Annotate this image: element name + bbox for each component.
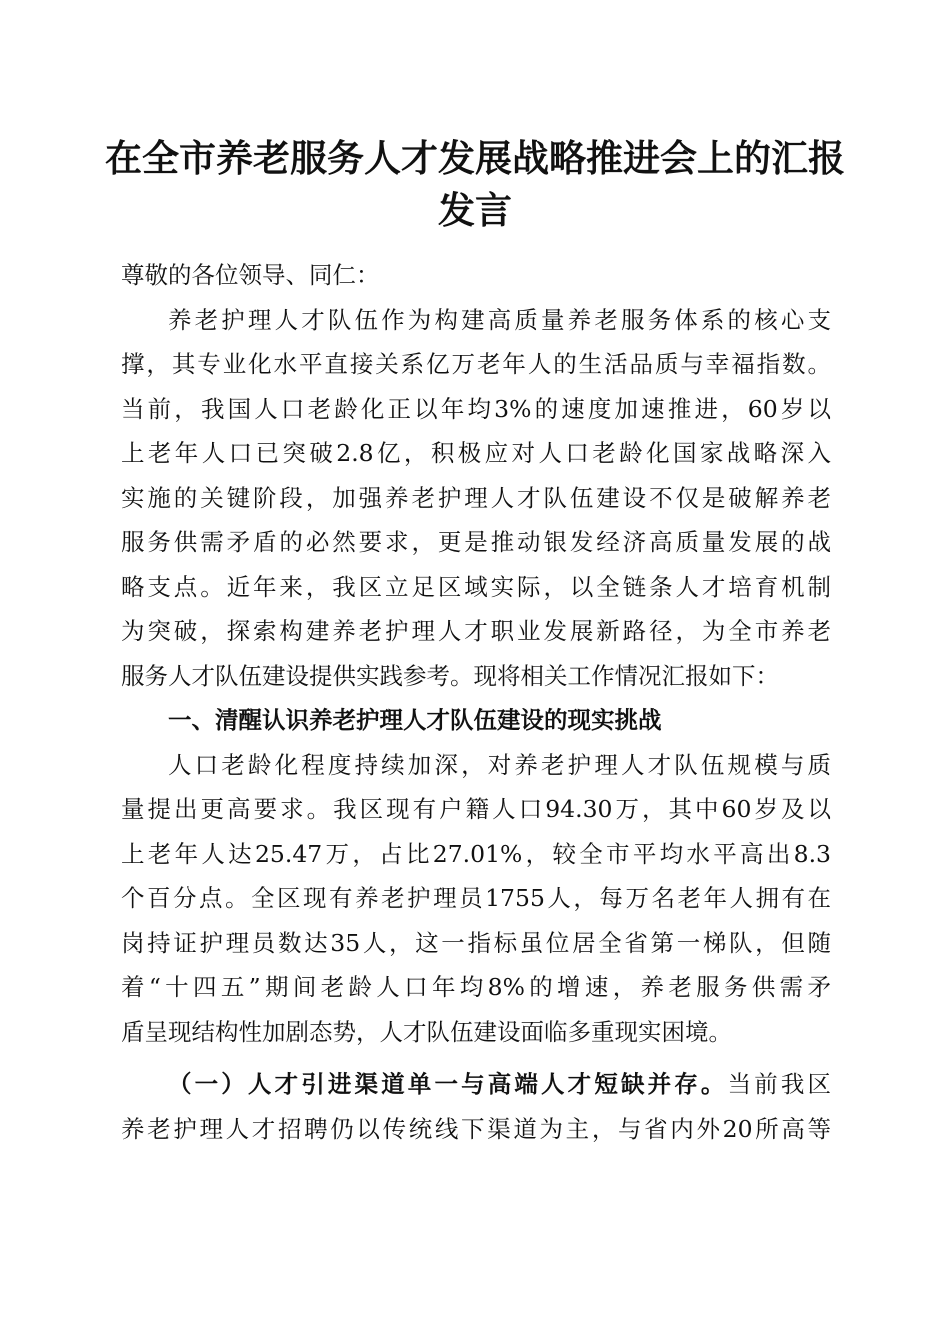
- intro-line: 当前，我国人口老龄化正以年均3%的速度加速推进，60岁以: [121, 394, 831, 423]
- section-line: 人口老龄化程度持续加深，对养老护理人才队伍规模与质: [168, 750, 831, 779]
- intro-line: 服务供需矛盾的必然要求，更是推动银发经济高质量发展的战: [121, 528, 831, 556]
- section-line: 上老年人达25.47万，占比27.01%，较全市平均水平高出8.3: [121, 839, 831, 868]
- section-line: 岗持证护理员数达35人，这一指标虽位居全省第一梯队，但随: [121, 928, 831, 957]
- intro-line: 实施的关键阶段，加强养老护理人才队伍建设不仅是破解养老: [121, 483, 831, 512]
- section-heading: 一、清醒认识养老护理人才队伍建设的现实挑战: [168, 706, 662, 734]
- intro-line: 服务人才队伍建设提供实践参考。现将相关工作情况汇报如下：: [121, 661, 779, 690]
- subsection-line: 养老护理人才招聘仍以传统线下渠道为主，与省内外20所高等: [121, 1114, 831, 1143]
- salutation: 尊敬的各位领导、同仁：: [121, 261, 380, 289]
- intro-line: 养老护理人才队伍作为构建高质量养老服务体系的核心支: [168, 305, 831, 334]
- section-line: 着“十四五”期间老龄人口年均8%的增速，养老服务供需矛: [121, 973, 831, 1001]
- section-line: 个百分点。全区现有养老护理员1755人，每万名老年人拥有在: [121, 884, 831, 912]
- title-line: 发言: [438, 188, 512, 232]
- intro-line: 上老年人口已突破2.8亿，积极应对人口老龄化国家战略深入: [121, 439, 831, 467]
- subsection-heading: （一）人才引进渠道单一与高端人才短缺并存。: [168, 1070, 728, 1098]
- subsection-first-line: [121, 1062, 831, 1107]
- intro-line: 撑，其专业化水平直接关系亿万老年人的生活品质与幸福指数。: [121, 350, 831, 378]
- paragraph-gap: [121, 1054, 831, 1062]
- document-title: [100, 132, 850, 236]
- subsection-text: 当前我区: [727, 1070, 831, 1098]
- document-body: [121, 253, 831, 1151]
- intro-line: 为突破，探索构建养老护理人才职业发展新路径，为全市养老: [121, 617, 831, 645]
- section-line: 盾呈现结构性加剧态势，人才队伍建设面临多重现实困境。: [121, 1017, 732, 1046]
- section-line: 量提出更高要求。我区现有户籍人口94.30万，其中60岁及以: [121, 795, 831, 823]
- intro-line: 略支点。近年来，我区立足区域实际，以全链条人才培育机制: [121, 572, 831, 601]
- title-line: 在全市养老服务人才发展战略推进会上的汇报: [105, 136, 845, 180]
